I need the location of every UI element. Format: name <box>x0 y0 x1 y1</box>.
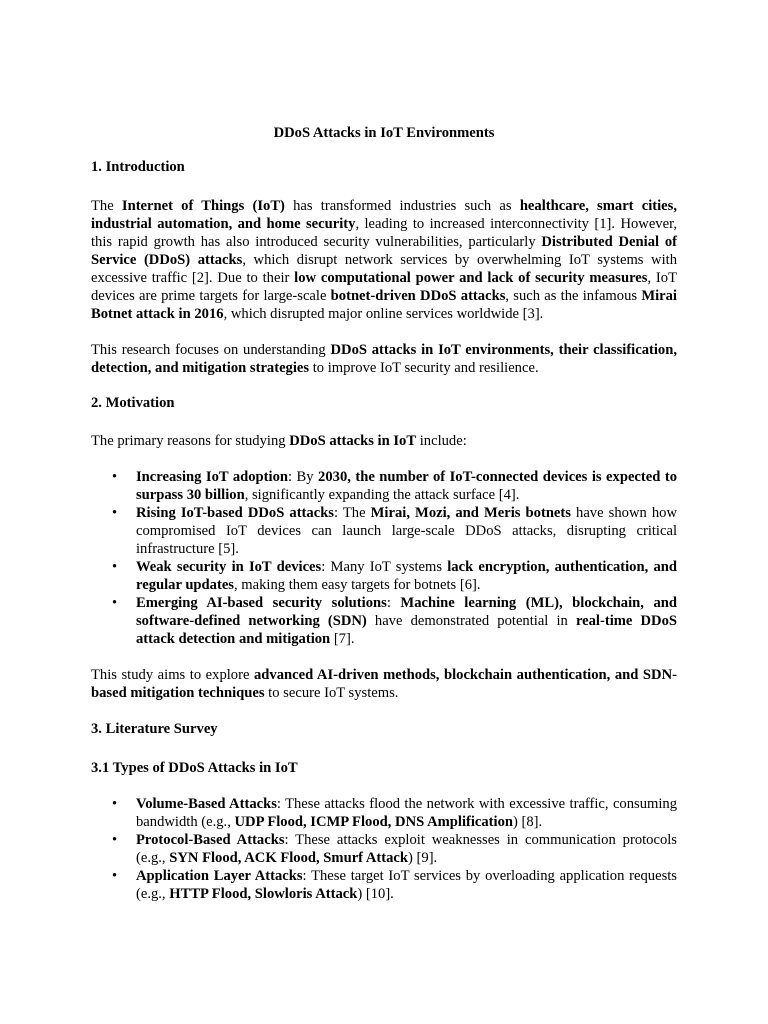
bullet-icon: • <box>112 832 118 848</box>
text-run: to secure IoT systems. <box>264 685 399 701</box>
text-run: has transformed industries such as <box>284 198 520 214</box>
bold-text-run: botnet-driven DDoS attacks <box>330 288 506 304</box>
text-run: ) [10]. <box>357 886 394 902</box>
bold-text-run: healthcare, smart cities, industrial automation, and home security <box>91 198 677 232</box>
bold-text-run: HTTP Flood, Slowloris Attack <box>169 886 358 902</box>
list-item <box>91 594 677 648</box>
section-heading-introduction: 1. Introduction <box>91 159 185 175</box>
text-run: , leading to increased interconnectivity [1]. However, this rapid growth has also introduced security vulnerabilities, particularly <box>91 216 677 250</box>
bold-text-run: Machine learning (ML), blockchain, and software-defined networking (SDN) <box>136 595 677 629</box>
document-title: DDoS Attacks in IoT Environments <box>273 125 495 141</box>
text-run: include: <box>416 433 467 449</box>
bullet-icon: • <box>112 469 118 485</box>
text-run: ) [8]. <box>513 814 543 830</box>
text-run: , such as the infamous <box>505 288 642 304</box>
bold-text-run: low computational power and lack of security measures <box>294 270 648 286</box>
text-run: : Many IoT systems <box>321 559 448 575</box>
bold-text-run: Mirai, Mozi, and Meris botnets <box>370 505 571 521</box>
bullet-icon: • <box>112 868 118 884</box>
bold-text-run: Weak security in IoT devices <box>136 559 322 575</box>
intro-paragraph-1 <box>91 197 677 323</box>
motivation-closing <box>91 666 677 702</box>
text-run: : <box>386 595 401 611</box>
text-run: : These attacks exploit weaknesses in communication protocols (e.g., <box>136 832 677 866</box>
list-item <box>91 867 677 903</box>
text-run: , which disrupt network services by overwhelming IoT systems with excessive traffic [2]. Due to their <box>91 252 677 286</box>
bold-text-run: Distributed Denial of Service (DDoS) attacks <box>91 234 677 268</box>
text-run: [7]. <box>330 631 355 647</box>
text-run: This research focuses on understanding <box>91 342 331 358</box>
ddos-types-list <box>91 795 677 903</box>
bold-text-run: real-time DDoS attack detection and mitigation <box>136 613 677 647</box>
section-heading-literature-survey: 3. Literature Survey <box>91 721 218 737</box>
bold-text-run: Protocol-Based Attacks <box>136 832 285 848</box>
bold-text-run: Mirai Botnet attack in 2016 <box>91 288 677 322</box>
list-item <box>91 504 677 558</box>
text-run: have demonstrated potential in <box>366 613 576 629</box>
motivation-list <box>91 468 677 648</box>
text-run: , significantly expanding the attack surface [4]. <box>244 487 520 503</box>
bullet-icon: • <box>112 505 118 521</box>
bold-text-run: advanced AI-driven methods, blockchain authentication, and SDN-based mitigation techniques <box>91 667 677 701</box>
bold-text-run: SYN Flood, ACK Flood, Smurf Attack <box>169 850 409 866</box>
text-run: , IoT devices are prime targets for large-scale <box>91 270 677 304</box>
intro-paragraph-2 <box>91 341 677 377</box>
bold-text-run: Volume-Based Attacks <box>136 796 277 812</box>
bullet-icon: • <box>112 559 118 575</box>
text-run: The <box>91 198 122 214</box>
text-run: The primary reasons for studying <box>91 433 290 449</box>
bullet-icon: • <box>112 796 118 812</box>
list-item <box>91 558 677 594</box>
motivation-intro <box>91 432 677 450</box>
text-run: : The <box>334 505 371 521</box>
text-run: : These attacks flood the network with excessive traffic, consuming bandwidth (e.g., <box>136 796 677 830</box>
bold-text-run: DDoS attacks in IoT environments, their classification, detection, and mitigation strategies <box>91 342 677 376</box>
list-item <box>91 468 677 504</box>
bold-text-run: Application Layer Attacks <box>136 868 303 884</box>
subsection-heading-ddos-types: 3.1 Types of DDoS Attacks in IoT <box>91 760 298 776</box>
text-run: have shown how compromised IoT devices can launch large-scale DDoS attacks, disrupting critical infrastructure [5]. <box>136 505 677 557</box>
text-run: : These target IoT services by overloading application requests (e.g., <box>136 868 677 902</box>
bold-text-run: 2030, the number of IoT-connected devices is expected to surpass 30 billion <box>136 469 677 503</box>
bold-text-run: Increasing IoT adoption <box>136 469 288 485</box>
list-item <box>91 831 677 867</box>
bold-text-run: Emerging AI-based security solutions <box>136 595 387 611</box>
bold-text-run: Internet of Things (IoT) <box>121 198 285 214</box>
bold-text-run: UDP Flood, ICMP Flood, DNS Amplification <box>234 814 514 830</box>
list-item <box>91 795 677 831</box>
text-run: This study aims to explore <box>91 667 254 683</box>
text-run: , making them easy targets for botnets [6]. <box>233 577 481 593</box>
text-run: , which disrupted major online services worldwide [3]. <box>223 306 544 322</box>
bold-text-run: DDoS attacks in IoT <box>289 433 417 449</box>
section-heading-motivation: 2. Motivation <box>91 395 175 411</box>
document-page <box>91 124 677 903</box>
bullet-icon: • <box>112 595 118 611</box>
text-run: : By <box>287 469 319 485</box>
text-run: to improve IoT security and resilience. <box>309 360 539 376</box>
bold-text-run: Rising IoT-based DDoS attacks <box>136 505 334 521</box>
text-run: ) [9]. <box>408 850 438 866</box>
bold-text-run: lack encryption, authentication, and regular updates <box>136 559 677 593</box>
